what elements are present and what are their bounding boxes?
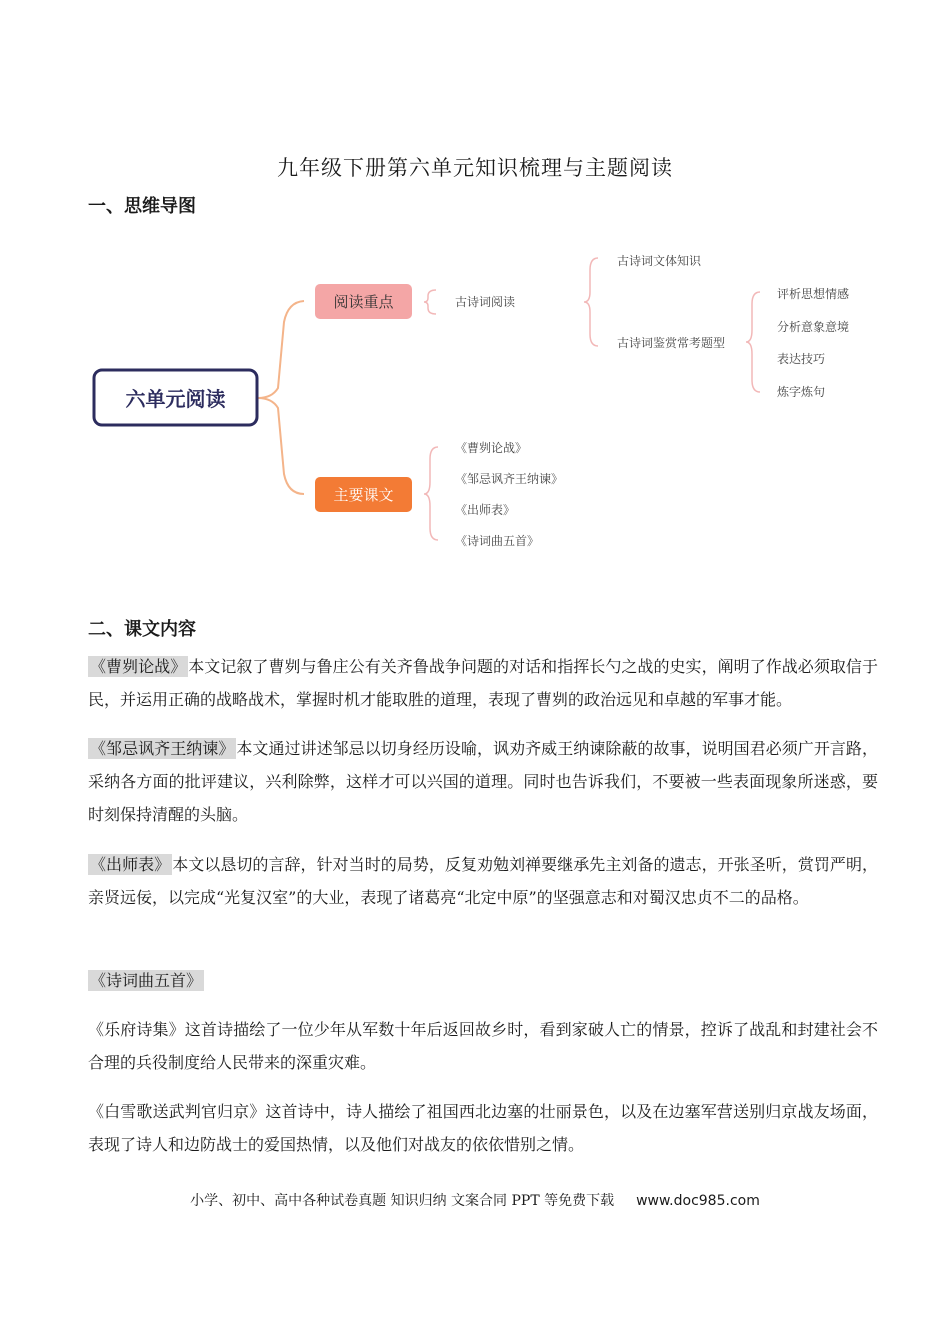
brace-poetry <box>584 258 598 346</box>
text-label: 《出师表》 <box>90 855 171 874</box>
brace-question-types <box>746 292 760 392</box>
node-poetry-reading: 古诗词阅读 <box>455 295 516 309</box>
branch-main-texts-label: 主要课文 <box>333 486 394 504</box>
branch-reading-focus-label: 阅读重点 <box>333 293 394 311</box>
mind-map <box>0 230 950 560</box>
text-label: 《诗词曲五首》 <box>90 971 203 990</box>
paragraph-yuefu <box>88 1013 878 1079</box>
paragraph-chushibiao <box>88 848 878 914</box>
node-text-3: 《出师表》 <box>455 503 516 517</box>
paragraph-text: 本文记叙了曹刿与鲁庄公有关齐鲁战争问题的对话和指挥长勺之战的史实，阐明了作战必须取信于民，并运用正确的战略战术，掌握时机才能取胜的道理，表现了曹刿的政治远见和卓越的军事才能。 <box>88 657 878 709</box>
paragraph-caogui <box>88 650 878 716</box>
paragraph-poems-heading <box>88 964 878 997</box>
footer <box>0 1190 950 1210</box>
text-label: 《曹刿论战》 <box>90 657 187 676</box>
node-type-2: 分析意象意境 <box>777 320 850 334</box>
paragraph-text: 本文以恳切的言辞，针对当时的局势，反复劝勉刘禅要继承先主刘备的遗志，开张圣听，赏罚严明，亲贤远佞，以完成“光复汉室”的大业，表现了诸葛亮“北定中原”的坚强意志和对蜀汉忠贞不二的品格。 <box>88 855 878 907</box>
footer-url[interactable]: www.doc985.com <box>636 1193 760 1209</box>
paragraph-text: 《乐府诗集》这首诗描绘了一位少年从军数十年后返回故乡时，看到家破人亡的情景，控诉了战乱和封建社会不合理的兵役制度给人民带来的深重灾难。 <box>88 1020 878 1072</box>
node-type-4: 炼字炼句 <box>777 385 826 399</box>
brace-reading <box>424 290 436 314</box>
section-heading-mindmap: 一、思维导图 <box>88 196 196 217</box>
node-text-1: 《曹刿论战》 <box>455 441 528 455</box>
text-label: 《邹忌讽齐王纳谏》 <box>90 739 235 758</box>
node-type-1: 评析思想情感 <box>777 287 850 301</box>
node-poetry-appreciation: 古诗词鉴赏常考题型 <box>617 336 726 350</box>
brace-texts <box>424 447 438 540</box>
paragraph-baixuege <box>88 1095 878 1161</box>
connector-root-2 <box>258 398 304 494</box>
root-label: 六单元阅读 <box>125 387 226 411</box>
node-type-3: 表达技巧 <box>777 352 826 366</box>
node-text-2: 《邹忌讽齐王纳谏》 <box>455 472 564 486</box>
paragraph-text: 本文通过讲述邹忌以切身经历设喻，讽劝齐威王纳谏除蔽的故事，说明国君必须广开言路，采纳各方面的批评建议，兴利除弊，这样才可以兴国的道理。同时也告诉我们，不要被一些表面现象所迷惑，要时刻保持清醒的头脑。 <box>88 739 878 824</box>
node-poetry-knowledge: 古诗词文体知识 <box>617 254 702 268</box>
paragraph-text: 《白雪歌送武判官归京》这首诗中，诗人描绘了祖国西北边塞的壮丽景色，以及在边塞军营送别归京战友场面，表现了诗人和边防战士的爱国热情，以及他们对战友的依依惜别之情。 <box>88 1102 878 1154</box>
connector-root <box>258 301 304 398</box>
page-title: 九年级下册第六单元知识梳理与主题阅读 <box>277 156 673 180</box>
footer-text: 小学、初中、高中各种试卷真题 知识归纳 文案合同 PPT 等免费下载 <box>190 1193 615 1209</box>
node-text-4: 《诗词曲五首》 <box>455 534 540 548</box>
section-heading-texts: 二、课文内容 <box>88 619 196 640</box>
paragraph-zouji <box>88 732 878 831</box>
